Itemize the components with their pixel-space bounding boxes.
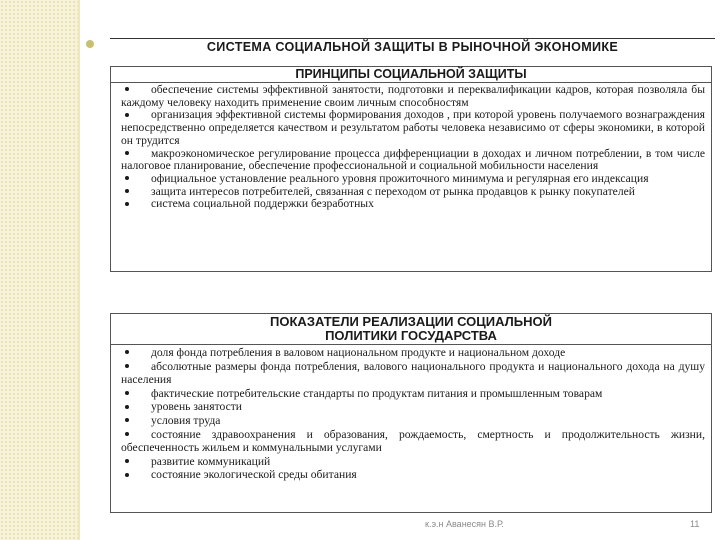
indicators-heading-line2: ПОЛИТИКИ ГОСУДАРСТВА [325, 328, 497, 343]
slide-bullet-icon [86, 40, 94, 48]
list-item-text: уровень занятости [151, 400, 243, 414]
page-number: 11 [690, 519, 700, 529]
list-item-text: состояние экологической среды обитания [151, 468, 357, 482]
bullet-icon [125, 151, 129, 155]
list-item [121, 428, 705, 455]
list-item [121, 387, 705, 401]
list-item-text: абсолютные размеры фонда потребления, валового национального продукта и национального дохода на душу населения [121, 359, 705, 387]
footer-author: к.э.н Аванесян В.Р. [425, 519, 504, 529]
bullet-icon [125, 459, 129, 463]
indicators-heading-line1: ПОКАЗАТЕЛИ РЕАЛИЗАЦИИ СОЦИАЛЬНОЙ [270, 314, 552, 329]
bullet-icon [125, 473, 129, 477]
indicators-heading [111, 314, 711, 345]
list-item [121, 400, 705, 414]
indicators-list [111, 345, 711, 482]
principles-box [110, 66, 712, 272]
decorative-sidebar [0, 0, 78, 540]
principles-heading: ПРИНЦИПЫ СОЦИАЛЬНОЙ ЗАЩИТЫ [111, 67, 711, 83]
bullet-icon [125, 432, 129, 436]
list-item [121, 360, 705, 387]
bullet-icon [125, 87, 129, 91]
bullet-icon [125, 202, 129, 206]
list-item-text: условия труда [151, 413, 221, 427]
bullet-icon [125, 189, 129, 193]
bullet-icon [125, 176, 129, 180]
list-item-text: фактические потребительские стандарты по продуктам питания и промышленным товарам [151, 386, 603, 400]
page-title: СИСТЕМА СОЦИАЛЬНОЙ ЗАЩИТЫ В РЫНОЧНОЙ ЭКОНОМИКЕ [110, 38, 715, 54]
indicators-box [110, 313, 712, 513]
principles-list [111, 83, 711, 211]
list-item-text: обеспечение системы эффективной занятости, подготовки и переквалификации кадров, которая позволяла бы каждому человеку находить применение своим личным способностям [121, 83, 705, 109]
list-item [121, 109, 705, 147]
list-item-text: официальное установление реального уровня прожиточного минимума и регулярная его индексация [151, 171, 649, 185]
bullet-icon [125, 350, 129, 354]
list-item-text: защита интересов потребителей, связанная с переходом от рынка продавцов к рынку покупателей [151, 184, 635, 198]
list-item [121, 414, 705, 428]
sidebar-edge [78, 0, 80, 540]
bullet-icon [125, 405, 129, 409]
list-item [121, 84, 705, 109]
list-item-text: система социальной поддержки безработных [151, 197, 374, 211]
list-item [121, 148, 705, 173]
list-item-text: развитие коммуникаций [151, 454, 271, 468]
list-item [121, 198, 705, 211]
bullet-icon [125, 364, 129, 368]
bullet-icon [125, 391, 129, 395]
list-item-text: состояние здравоохранения и образования, рождаемость, смертность и продолжительность жизни, обеспеченность жильем и коммунальными услугами [121, 427, 705, 455]
list-item [121, 468, 705, 482]
list-item-text: макроэкономическое регулирование процесса дифференциации в доходах и личном потреблении, в том числе налоговое планирование, обеспечение профессиональной и социальной мобильности населения [121, 146, 705, 173]
list-item [121, 346, 705, 360]
bullet-icon [125, 113, 129, 117]
list-item-text: доля фонда потребления в валовом национальном продукте и национальном доходе [151, 346, 566, 359]
list-item-text: организация эффективной системы формирования доходов , при которой уровень получаемого вознаграждения непосредственно определяется качеством и результатом работы человека независимо от сферы экономики, в которой он трудится [121, 108, 705, 147]
list-item [121, 455, 705, 469]
bullet-icon [125, 418, 129, 422]
